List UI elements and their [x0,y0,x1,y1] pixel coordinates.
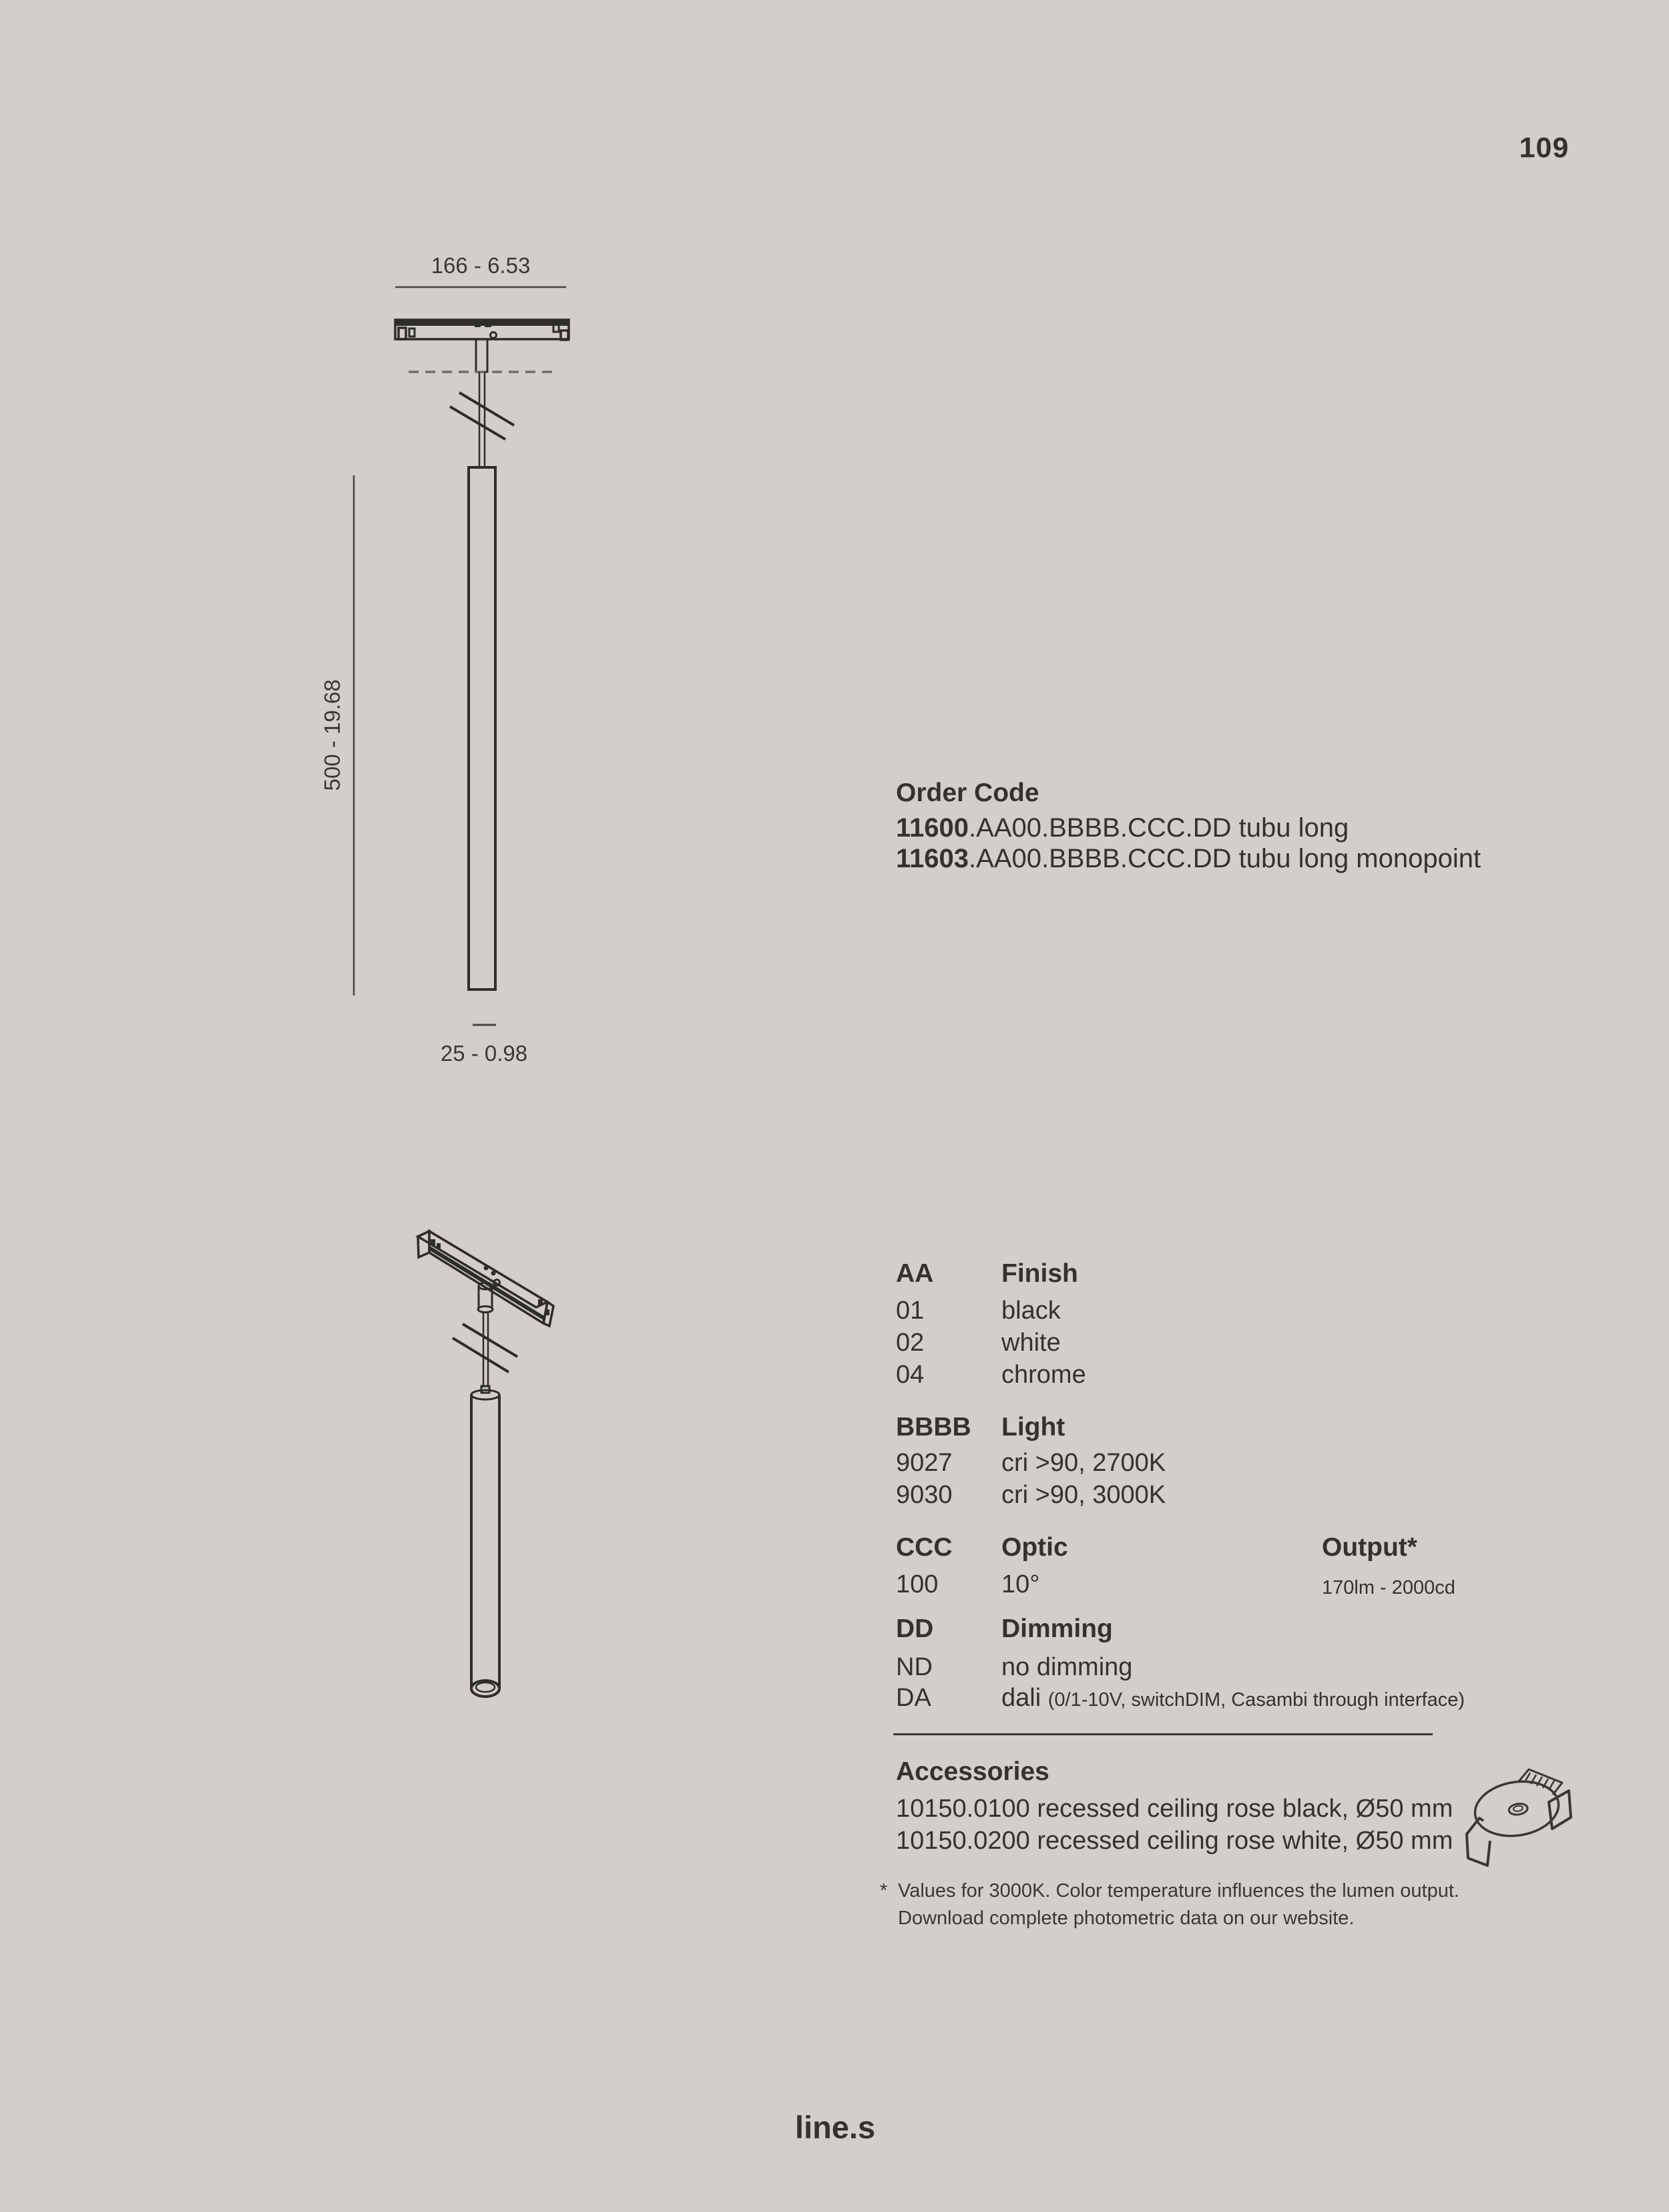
spec-header-ccc [896,1533,1068,1562]
spec-code: DD [896,1614,934,1643]
spec-code: AA [896,1259,934,1288]
spec-value-code: 9027 [896,1449,953,1477]
spec-value-code: 100 [896,1570,939,1598]
spec-value: cri >90, 3000K [1001,1481,1166,1509]
spec-value: cri >90, 2700K [1001,1449,1166,1477]
footnote-line: Download complete photometric data on our website. [898,1908,1355,1929]
dimension-diameter-label: 25 - 0.98 [440,1041,528,1066]
spec-header-bbbb [896,1413,1065,1442]
spec-value-code: ND [896,1653,933,1681]
spec-value-code: DA [896,1684,931,1712]
order-code-suffix: .AA00.BBBB.CCC.DD tubu long monopoint [969,844,1481,873]
spec-value-note: (0/1-10V, switchDIM, Casambi through interface) [1047,1689,1465,1711]
spec-code: BBBB [896,1413,971,1442]
footnote [880,1877,1459,1932]
ceiling-rose-icon [1467,1769,1571,1865]
dimension-width-label: 166 - 6.53 [431,253,531,278]
accessory-item: 10150.0100 recessed ceiling rose black, Ø50 mm [896,1795,1453,1823]
footnote-text [898,1877,1459,1932]
spec-code: CCC [896,1533,953,1562]
spec-value-code: 9030 [896,1481,953,1509]
page-number: 109 [1519,132,1570,164]
spec-value-main: dali [1001,1684,1041,1712]
order-code-number: 11600 [896,813,969,843]
spec-row [896,1653,1132,1682]
spec-row [896,1684,1465,1713]
spec-value: chrome [1001,1361,1086,1389]
spec-value: white [1001,1329,1061,1357]
spec-row [896,1481,1166,1510]
spec-output-value: 170lm - 2000cd [1322,1577,1455,1598]
tubu-front-diagram [354,287,569,1025]
order-code-number: 11603 [896,844,969,873]
spec-row [896,1449,1166,1478]
section-divider [893,1733,1433,1735]
spec-output-header: Output* [1322,1533,1417,1562]
spec-row [896,1297,1061,1325]
spec-header-aa [896,1259,1078,1289]
spec-value: 10° [1001,1570,1040,1598]
order-code-suffix: .AA00.BBBB.CCC.DD tubu long [969,813,1349,843]
accessories-title: Accessories [896,1757,1049,1786]
spec-label: Finish [1001,1259,1078,1288]
spec-label: Light [1001,1413,1065,1442]
spec-value-code: 02 [896,1329,925,1357]
spec-row [896,1361,1086,1389]
order-code-line [896,844,1481,874]
spec-value: no dimming [1001,1653,1133,1681]
spec-label: Optic [1001,1533,1068,1562]
dimension-height-label: 500 - 19.68 [320,679,344,791]
spec-row [896,1329,1061,1357]
footnote-line: Values for 3000K. Color temperature influences the lumen output. [898,1880,1459,1902]
spec-row [896,1570,1039,1599]
spec-label: Dimming [1001,1614,1113,1643]
accessory-item: 10150.0200 recessed ceiling rose white, Ø50 mm [896,1827,1453,1855]
tubu-perspective-diagram [418,1231,553,1697]
spec-value-code: 04 [896,1361,925,1389]
order-code-line [896,813,1349,843]
footer-brand: line.s [794,2109,876,2145]
spec-value-code: 01 [896,1297,925,1325]
order-code-title: Order Code [896,779,1039,807]
spec-header-dd [896,1614,1113,1644]
footnote-marker: * [880,1880,888,1902]
spec-value: black [1001,1297,1061,1325]
spec-value [1001,1684,1465,1713]
